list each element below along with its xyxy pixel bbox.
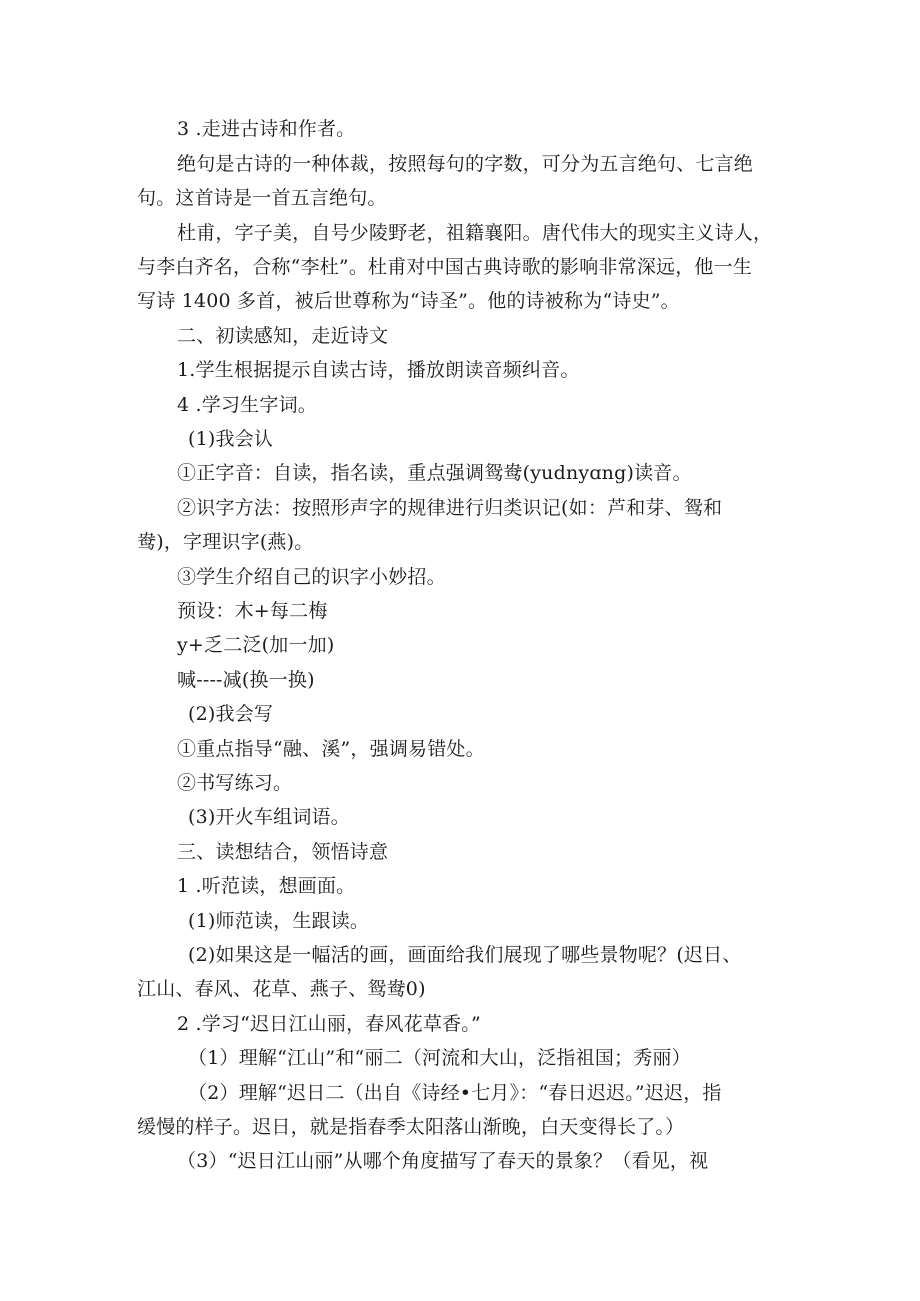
paragraph-line: (2)我会写 bbox=[188, 703, 274, 725]
paragraph-line: (1)师范读，生跟读。 bbox=[188, 910, 370, 932]
paragraph-line: 杜甫，字子美，自号少陵野老，祖籍襄阳。唐代伟大的现实主义诗人， bbox=[177, 222, 773, 244]
paragraph-line: 1.学生根据提示自读古诗，播放朗读音频纠音。 bbox=[177, 359, 580, 381]
paragraph-line: ②书写练习。 bbox=[177, 772, 293, 794]
section-heading-2: 二、初读感知，走近诗文 bbox=[177, 325, 389, 347]
paragraph-line: 4 .学习生字词。 bbox=[177, 394, 317, 416]
paragraph-line: 喊----减(换一换) bbox=[177, 669, 315, 691]
paragraph-line: 2 .学习“迟日江山丽，春风花草香。” bbox=[177, 1013, 481, 1035]
paragraph-line: （2）理解“迟日二（出自《诗经•七月》：“春日迟迟。”迟迟，指 bbox=[188, 1082, 722, 1104]
paragraph-line: (2)如果这是一幅活的画，画面给我们展现了哪些景物呢？(迟日、 bbox=[188, 944, 742, 966]
paragraph-line: (1)我会认 bbox=[188, 428, 274, 450]
paragraph-line: ①正字音：自读，指名读，重点强调鸳鸯(yudnyɑng)读音。 bbox=[177, 462, 692, 484]
paragraph-line: 写诗 1400 多首，被后世尊称为“诗圣”。他的诗被称为“诗史”。 bbox=[137, 290, 680, 312]
paragraph-line: 江山、春风、花草、燕子、鸳鸯0) bbox=[137, 978, 426, 1000]
paragraph-line: （3）“迟日江山丽”从哪个角度描写了春天的景象？（看见，视 bbox=[177, 1150, 709, 1172]
paragraph-line: （1）理解“江山”和“丽二（河流和大山，泛指祖国；秀丽） bbox=[188, 1047, 691, 1069]
paragraph-line: (3)开火车组词语。 bbox=[188, 806, 350, 828]
paragraph-line: 1 .听范读，想画面。 bbox=[177, 875, 356, 897]
paragraph-line: ②识字方法：按照形声字的规律进行归类识记(如：芦和芽、鸳和 bbox=[177, 497, 723, 519]
paragraph-line: 与李白齐名，合称“李杜”。杜甫对中国古典诗歌的影响非常深远，他一生 bbox=[137, 256, 753, 278]
paragraph-line: 句。这首诗是一首五言绝句。 bbox=[137, 187, 387, 209]
heading-3: 3 .走进古诗和作者。 bbox=[177, 118, 356, 140]
paragraph-line: ③学生介绍自己的识字小妙招。 bbox=[177, 566, 446, 588]
paragraph-line: 缓慢的样子。迟日，就是指春季太阳落山渐晚，白天变得长了。） bbox=[137, 1116, 685, 1138]
paragraph-line: 鸯)，字理识字(燕)。 bbox=[137, 531, 314, 553]
paragraph-line: 绝句是古诗的一种体裁，按照每句的字数，可分为五言绝句、七言绝 bbox=[177, 153, 754, 175]
paragraph-line: 预设：木+每二梅 bbox=[177, 600, 328, 622]
paragraph-line: ①重点指导“融、溪”，强调易错处。 bbox=[177, 738, 485, 760]
paragraph-line: y+乏二泛(加一加) bbox=[177, 634, 335, 656]
section-heading-3: 三、读想结合，领悟诗意 bbox=[177, 841, 389, 863]
